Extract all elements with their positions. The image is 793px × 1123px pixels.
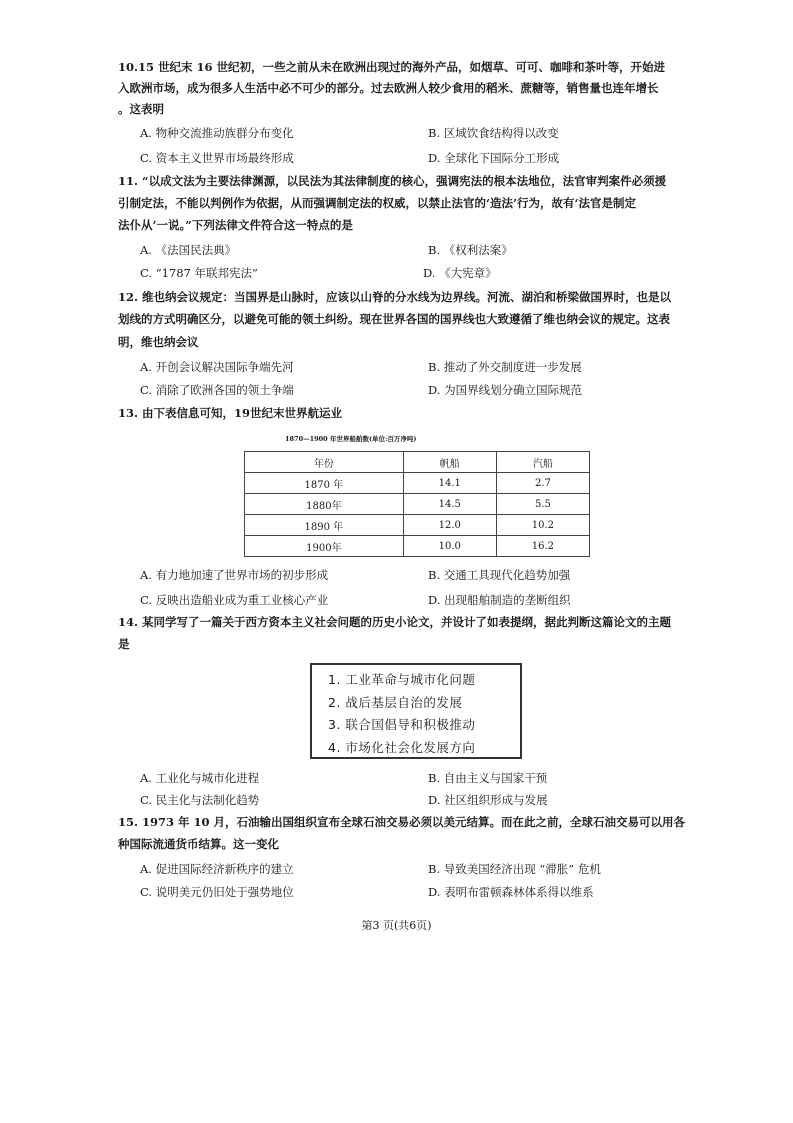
q11-stem-line-2: 引制定法，不能以判例作为依据，从而强调制定法的权威，以禁止法官的‘造法’行为，故有‘法官是制定 xyxy=(118,196,637,210)
outline-box xyxy=(310,663,522,759)
table-cell: 2.7 xyxy=(496,473,589,494)
table-row xyxy=(245,473,590,494)
q10-stem-line-2: 入欧洲市场，成为很多人生活中必不可少的部分。过去欧洲人较少食用的稻米、蔗糖等，销售量也连年增长 xyxy=(118,81,659,95)
q15-option-c: C. 说明美元仍旧处于强势地位 xyxy=(140,885,294,899)
q11-option-c: C. “1787 年联邦宪法” xyxy=(140,266,258,280)
table-row xyxy=(245,515,590,536)
q13-option-b: B. 交通工具现代化趋势加强 xyxy=(428,568,571,582)
table-cell: 1900年 xyxy=(245,536,404,557)
table-row xyxy=(245,536,590,557)
q14-stem-line-1: 14. 某同学写了一篇关于西方资本主义社会问题的历史小论文，并设计了如表提纲，据此判断这篇论文的主题 xyxy=(118,615,672,629)
q15-option-a: A. 促进国际经济新秩序的建立 xyxy=(140,862,294,876)
q11-stem-line-3: 法仆从’一说。”下列法律文件符合这一特点的是 xyxy=(118,218,353,232)
table-cell: 5.5 xyxy=(496,494,589,515)
q10-option-c: C. 资本主义世界市场最终形成 xyxy=(140,151,294,165)
q10-stem-line-1: 10.15 世纪末 16 世纪初，一些之前从未在欧洲出现过的海外产品，如烟草、可可、咖啡和茶叶等，开始进 xyxy=(118,60,666,74)
q11-option-b: B. 《权利法案》 xyxy=(428,243,513,257)
outline-item: 1. 工业革命与城市化问题 xyxy=(328,672,476,687)
q15-stem-line-2: 种国际流通货币结算。这一变化 xyxy=(118,837,279,851)
table-cell: 14.1 xyxy=(403,473,496,494)
q12-option-a: A. 开创会议解决国际争端先河 xyxy=(140,360,294,374)
outline-item: 2. 战后基层自治的发展 xyxy=(328,694,463,710)
q10-option-b: B. 区域饮食结构得以改变 xyxy=(428,126,559,140)
q14-stem-line-2: 是 xyxy=(118,637,130,651)
page-number: 第3 页(共6页) xyxy=(361,919,432,932)
q13-option-d: D. 出现船舶制造的垄断组织 xyxy=(428,593,571,607)
q14-option-d: D. 社区组织形成与发展 xyxy=(428,793,548,807)
q11-stem-line-1: 11. “以成文法为主要法律渊源，以民法为其法律制度的核心，强调宪法的根本法地位，法官审判案件必须援 xyxy=(118,174,667,188)
outline-item: 3. 联合国倡导和积极推动 xyxy=(328,717,476,732)
table-cell: 14.5 xyxy=(403,494,496,515)
q13-option-c: C. 反映出造船业成为重工业核心产业 xyxy=(140,593,329,607)
q13-stem-line-1: 13. 由下表信息可知，19世纪末世界航运业 xyxy=(118,406,343,420)
table-cell: 1880年 xyxy=(245,494,404,515)
table-cell: 10.0 xyxy=(403,536,496,557)
table-row xyxy=(245,494,590,515)
table-cell: 1870 年 xyxy=(245,473,404,494)
q10-option-d: D. 全球化下国际分工形成 xyxy=(428,151,560,165)
q12-option-d: D. 为国界线划分确立国际规范 xyxy=(428,383,583,397)
table-cell: 12.0 xyxy=(403,515,496,536)
column-header-sailing: 帆船 xyxy=(403,452,496,473)
table-cell: 10.2 xyxy=(496,515,589,536)
q15-option-d: D. 表明布雷顿森林体系得以维系 xyxy=(428,885,594,899)
table-caption: 1870—1900 年世界船舶数(单位:百万净吨) xyxy=(285,435,417,443)
q11-option-a: A. 《法国民法典》 xyxy=(140,243,237,257)
column-header-year: 年份 xyxy=(245,452,404,473)
q13-option-a: A. 有力地加速了世界市场的初步形成 xyxy=(140,568,329,582)
q15-option-b: B. 导致美国经济出现 “滞胀” 危机 xyxy=(428,862,601,876)
table-header-row xyxy=(245,452,590,473)
q12-option-b: B. 推动了外交制度进一步发展 xyxy=(428,360,582,374)
outline-item: 4. 市场化社会化发展方向 xyxy=(328,739,476,755)
q12-stem-line-2: 划线的方式明确区分，以避免可能的领土纠纷。现在世界各国的国界线也大致遵循了维也纳会议的规定。这表 xyxy=(118,312,670,326)
q15-stem-line-1: 15. 1973 年 10 月，石油输出国组织宣布全球石油交易必须以美元结算。而在此之前，全球石油交易可以用各 xyxy=(118,815,686,829)
q14-option-a: A. 工业化与城市化进程 xyxy=(140,771,260,785)
q10-option-a: A. 物种交流推动族群分布变化 xyxy=(140,126,294,140)
q12-stem-line-3: 明，维也纳会议 xyxy=(118,335,199,349)
table-cell: 1890 年 xyxy=(245,515,404,536)
q14-option-b: B. 自由主义与国家干预 xyxy=(428,771,548,785)
q12-stem-line-1: 12. 维也纳会议规定：当国界是山脉时，应该以山脊的分水线为边界线。河流、湖泊和桥梁做国界时，也是以 xyxy=(118,290,672,304)
q12-option-c: C. 消除了欧洲各国的领土争端 xyxy=(140,383,294,397)
q14-option-c: C. 民主化与法制化趋势 xyxy=(140,793,260,807)
column-header-steam: 汽船 xyxy=(496,452,589,473)
q10-stem-line-3: 。这表明 xyxy=(118,102,164,116)
q11-option-d: D. 《大宪章》 xyxy=(423,266,497,280)
table-cell: 16.2 xyxy=(496,536,589,557)
ship-tonnage-table xyxy=(244,451,590,557)
